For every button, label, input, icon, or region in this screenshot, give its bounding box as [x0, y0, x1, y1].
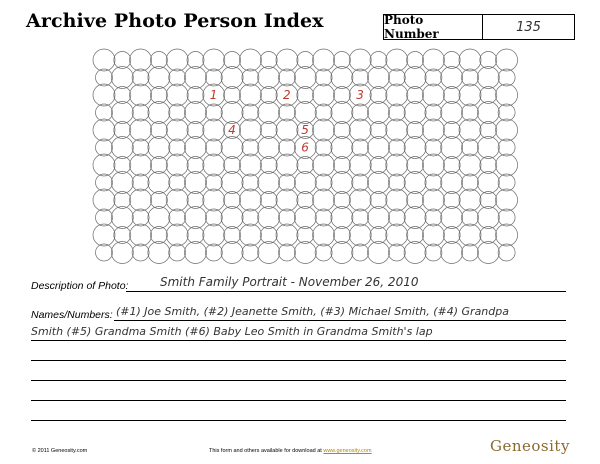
photo-position-circle[interactable] [313, 119, 335, 141]
photo-position-circle[interactable] [185, 242, 207, 264]
photo-position-circle[interactable] [205, 174, 222, 191]
photo-position-circle[interactable] [150, 87, 167, 104]
photo-position-circle[interactable] [422, 189, 444, 211]
copyright-text: © 2011 Geneosity.com [32, 448, 88, 454]
photo-position-circle[interactable] [221, 137, 243, 159]
photo-position-circle[interactable] [114, 52, 131, 69]
photo-position-circle[interactable] [441, 172, 463, 194]
photo-position-circle[interactable] [169, 139, 186, 156]
blank-rule-4 [31, 420, 566, 421]
photo-position-circle[interactable] [388, 69, 405, 86]
photo-position-circle[interactable] [477, 67, 499, 89]
photo-position-circle[interactable] [111, 172, 133, 194]
photo-position-circle[interactable] [148, 67, 170, 89]
photo-position-circle[interactable] [185, 67, 207, 89]
photo-position-circle[interactable] [276, 119, 298, 141]
photo-position-circle[interactable] [407, 227, 424, 244]
geneosity-link[interactable]: www.geneosity.com [323, 448, 372, 454]
photo-position-circle[interactable] [93, 189, 115, 211]
photo-position-circle[interactable] [279, 104, 296, 121]
photo-position-circle[interactable] [407, 192, 424, 209]
photo-position-circle[interactable] [498, 69, 515, 86]
photo-position-circle[interactable] [242, 139, 259, 156]
photo-position-circle[interactable] [114, 192, 131, 209]
photo-position-circle[interactable] [93, 154, 115, 176]
photo-position-circle[interactable] [93, 119, 115, 141]
photo-position-circle[interactable] [297, 87, 314, 104]
photo-position-circle[interactable] [331, 207, 353, 229]
photo-position-circle[interactable] [386, 154, 408, 176]
photo-position-circle[interactable] [443, 87, 460, 104]
photo-position-circle[interactable] [498, 244, 515, 261]
photo-position-circle[interactable] [386, 49, 408, 71]
photo-position-circle[interactable] [443, 122, 460, 139]
photo-position-circle[interactable] [279, 209, 296, 226]
photo-position-circle[interactable] [294, 102, 316, 124]
photo-position-circle[interactable] [297, 192, 314, 209]
photo-position-circle[interactable] [480, 52, 497, 69]
photo-position-circle[interactable] [150, 122, 167, 139]
photo-position-circle[interactable] [370, 227, 387, 244]
photo-position-circle[interactable] [480, 122, 497, 139]
photo-position-circle[interactable] [111, 242, 133, 264]
photo-position-circle[interactable] [386, 84, 408, 106]
names-label: Names/Numbers: [31, 309, 113, 321]
photo-position-circle[interactable] [203, 119, 225, 141]
photo-position-circle[interactable] [169, 174, 186, 191]
photo-position-circle[interactable] [407, 52, 424, 69]
photo-position-circle[interactable] [313, 224, 335, 246]
photo-position-circle[interactable] [130, 49, 152, 71]
photo-position-circle[interactable] [130, 119, 152, 141]
photo-position-circle[interactable] [130, 84, 152, 106]
photo-position-circle[interactable] [150, 157, 167, 174]
photo-position-circle[interactable] [313, 49, 335, 71]
photo-position-circle[interactable] [221, 67, 243, 89]
photo-position-circle[interactable] [224, 157, 241, 174]
photo-position-circle[interactable] [242, 244, 259, 261]
blank-rule-1 [31, 360, 566, 361]
photo-position-circle[interactable] [441, 207, 463, 229]
photo-position-circle[interactable] [388, 209, 405, 226]
photo-position-circle[interactable] [294, 67, 316, 89]
blank-rule-2 [31, 380, 566, 381]
photo-position-circle[interactable] [441, 102, 463, 124]
form-title: Archive Photo Person Index [26, 10, 324, 32]
photo-position-circle[interactable] [425, 174, 442, 191]
photo-position-circle[interactable] [297, 157, 314, 174]
photo-position-circle[interactable] [203, 154, 225, 176]
photo-position-circle[interactable] [187, 157, 204, 174]
photo-position-circle[interactable] [462, 69, 479, 86]
photo-position-circle[interactable] [477, 207, 499, 229]
photo-position-circle[interactable] [349, 154, 371, 176]
photo-position-circle[interactable] [166, 49, 188, 71]
photo-position-circle[interactable] [331, 172, 353, 194]
photo-position-circle[interactable] [205, 69, 222, 86]
download-text: This form and others available for download at [209, 448, 322, 454]
photo-position-circle[interactable] [496, 224, 518, 246]
photo-position-circle[interactable] [132, 139, 149, 156]
photo-position-circle[interactable] [477, 102, 499, 124]
photo-position-circle[interactable] [477, 137, 499, 159]
photo-position-circle[interactable] [260, 192, 277, 209]
person-marker-2: 2 [283, 88, 291, 102]
download-note [209, 448, 372, 454]
person-marker-3: 3 [356, 88, 364, 102]
photo-position-circle[interactable] [331, 242, 353, 264]
photo-position-circle[interactable] [169, 104, 186, 121]
photo-position-circle[interactable] [166, 189, 188, 211]
photo-position-circle[interactable] [279, 139, 296, 156]
photo-position-circle[interactable] [187, 87, 204, 104]
photo-position-circle[interactable] [111, 102, 133, 124]
photo-position-circle[interactable] [96, 174, 113, 191]
photo-position-circle[interactable] [96, 69, 113, 86]
photo-position-circle[interactable] [352, 174, 369, 191]
photo-position-circle[interactable] [422, 84, 444, 106]
photo-position-circle[interactable] [221, 102, 243, 124]
photo-position-circle[interactable] [187, 52, 204, 69]
photo-position-circle[interactable] [425, 69, 442, 86]
photo-position-circle[interactable] [480, 87, 497, 104]
photo-position-circle[interactable] [333, 157, 350, 174]
photo-position-circle[interactable] [242, 69, 259, 86]
photo-position-circle[interactable] [166, 119, 188, 141]
geneosity-logo: Geneosity [490, 437, 570, 455]
photo-position-circle[interactable] [297, 52, 314, 69]
photo-position-circle[interactable] [407, 157, 424, 174]
photo-position-circle[interactable] [496, 154, 518, 176]
photo-position-circle[interactable] [93, 224, 115, 246]
photo-position-circle[interactable] [203, 49, 225, 71]
photo-position-circle[interactable] [239, 84, 261, 106]
photo-position-circle[interactable] [425, 244, 442, 261]
photo-position-circle[interactable] [313, 154, 335, 176]
photo-position-circle[interactable] [239, 224, 261, 246]
photo-position-circle[interactable] [386, 189, 408, 211]
photo-position-circle[interactable] [370, 157, 387, 174]
photo-position-circle[interactable] [187, 227, 204, 244]
photo-position-circle[interactable] [224, 52, 241, 69]
photo-position-circle[interactable] [148, 172, 170, 194]
photo-position-circle[interactable] [422, 224, 444, 246]
photo-position-circle[interactable] [443, 157, 460, 174]
photo-position-circle[interactable] [333, 122, 350, 139]
photo-position-circle[interactable] [352, 139, 369, 156]
photo-position-circle[interactable] [205, 104, 222, 121]
photo-position-circle[interactable] [422, 119, 444, 141]
photo-position-circle[interactable] [425, 209, 442, 226]
photo-position-circle[interactable] [480, 227, 497, 244]
photo-position-circle[interactable] [459, 49, 481, 71]
photo-position-circle[interactable] [388, 104, 405, 121]
photo-position-circle[interactable] [370, 192, 387, 209]
photo-position-circle[interactable] [462, 174, 479, 191]
photo-position-circle[interactable] [166, 224, 188, 246]
photo-position-circle[interactable] [111, 67, 133, 89]
photo-position-circle[interactable] [404, 207, 426, 229]
photo-position-circle[interactable] [315, 139, 332, 156]
photo-position-circle[interactable] [150, 227, 167, 244]
photo-position-circle[interactable] [368, 207, 390, 229]
person-marker-5: 5 [301, 123, 309, 137]
photo-position-circle[interactable] [169, 69, 186, 86]
photo-position-circle[interactable] [352, 209, 369, 226]
person-marker-1: 1 [209, 88, 218, 102]
photo-position-circle[interactable] [315, 104, 332, 121]
photo-position-circle[interactable] [370, 87, 387, 104]
photo-position-circle[interactable] [498, 174, 515, 191]
photo-position-circle[interactable] [203, 224, 225, 246]
photo-position-circle[interactable] [185, 102, 207, 124]
photo-position-circle[interactable] [313, 189, 335, 211]
photo-position-circle[interactable] [477, 172, 499, 194]
photo-position-circle[interactable] [313, 84, 335, 106]
blank-rule-3 [31, 400, 566, 401]
photo-position-circle[interactable] [148, 137, 170, 159]
photo-position-circle[interactable] [205, 209, 222, 226]
photo-position-circle[interactable] [93, 84, 115, 106]
photo-position-circle[interactable] [462, 209, 479, 226]
photo-position-circle[interactable] [498, 139, 515, 156]
photo-number-value[interactable]: 135 [516, 19, 541, 35]
photo-position-circle[interactable] [242, 104, 259, 121]
photo-position-circle[interactable] [441, 242, 463, 264]
photo-position-circle[interactable] [331, 67, 353, 89]
photo-position-circle[interactable] [441, 137, 463, 159]
photo-position-circle[interactable] [130, 154, 152, 176]
photo-position-circle[interactable] [443, 227, 460, 244]
photo-position-circle[interactable] [294, 242, 316, 264]
photo-position-circle[interactable] [407, 87, 424, 104]
photo-position-circle[interactable] [224, 227, 241, 244]
photo-position-circle[interactable] [349, 189, 371, 211]
photo-position-circle[interactable] [185, 172, 207, 194]
photo-position-circle[interactable] [96, 104, 113, 121]
photo-position-circle[interactable] [132, 244, 149, 261]
photo-position-circle[interactable] [276, 154, 298, 176]
photo-position-circle[interactable] [498, 209, 515, 226]
photo-position-circle[interactable] [239, 119, 261, 141]
photo-position-circle[interactable] [498, 104, 515, 121]
photo-position-circle[interactable] [386, 224, 408, 246]
photo-position-circle[interactable] [260, 87, 277, 104]
photo-position-circle[interactable] [148, 242, 170, 264]
photo-position-circle[interactable] [425, 104, 442, 121]
photo-position-circle[interactable] [352, 244, 369, 261]
photo-position-circle[interactable] [425, 139, 442, 156]
photo-position-circle[interactable] [132, 104, 149, 121]
photo-position-circle[interactable] [386, 119, 408, 141]
photo-position-circle[interactable] [130, 189, 152, 211]
photo-position-circle[interactable] [459, 154, 481, 176]
photo-position-circle[interactable] [260, 227, 277, 244]
photo-position-circle[interactable] [258, 137, 280, 159]
photo-position-circle[interactable] [333, 192, 350, 209]
photo-position-circle[interactable] [260, 52, 277, 69]
photo-position-circle[interactable] [150, 192, 167, 209]
photo-position-circle[interactable] [294, 172, 316, 194]
photo-position-circle[interactable] [462, 139, 479, 156]
photo-position-circle[interactable] [276, 224, 298, 246]
photo-number-label: Photo Number [384, 15, 483, 39]
photo-position-circle[interactable] [368, 172, 390, 194]
photo-position-circle[interactable] [331, 137, 353, 159]
photo-position-circle[interactable] [279, 244, 296, 261]
photo-position-circle[interactable] [315, 174, 332, 191]
photo-position-circle[interactable] [315, 69, 332, 86]
photo-position-circle[interactable] [404, 67, 426, 89]
names-line-2[interactable]: Smith (#5) Grandma Smith (#6) Baby Leo Smith in Grandma Smith's lap [31, 325, 433, 338]
photo-position-circle[interactable] [388, 174, 405, 191]
photo-position-circle[interactable] [221, 242, 243, 264]
photo-position-circle[interactable] [242, 174, 259, 191]
person-marker-6: 6 [301, 140, 309, 155]
photo-position-circle[interactable] [422, 154, 444, 176]
photo-position-circle[interactable] [496, 189, 518, 211]
photo-position-circle[interactable] [169, 244, 186, 261]
photo-position-circle[interactable] [404, 137, 426, 159]
photo-position-circle[interactable] [258, 242, 280, 264]
photo-position-circle[interactable] [480, 192, 497, 209]
photo-position-circle[interactable] [150, 52, 167, 69]
photo-position-circle[interactable] [422, 49, 444, 71]
photo-position-circle[interactable] [96, 244, 113, 261]
photo-position-circle[interactable] [96, 139, 113, 156]
photo-position-circle[interactable] [368, 102, 390, 124]
photo-position-circle[interactable] [205, 244, 222, 261]
photo-position-circle[interactable] [333, 87, 350, 104]
description-line [126, 291, 566, 292]
photo-position-circle[interactable] [260, 157, 277, 174]
photo-position-circle[interactable] [297, 227, 314, 244]
photo-position-circle[interactable] [459, 224, 481, 246]
photo-position-circle[interactable] [187, 192, 204, 209]
photo-position-circle[interactable] [333, 227, 350, 244]
photo-position-circle[interactable] [111, 137, 133, 159]
photo-position-circle[interactable] [459, 84, 481, 106]
photo-position-circle[interactable] [239, 189, 261, 211]
photo-position-circle[interactable] [132, 209, 149, 226]
photo-position-circle[interactable] [331, 102, 353, 124]
photo-position-circle[interactable] [111, 207, 133, 229]
photo-position-circle[interactable] [114, 157, 131, 174]
photo-position-circle[interactable] [441, 67, 463, 89]
photo-position-circle[interactable] [368, 242, 390, 264]
photo-position-circle[interactable] [187, 122, 204, 139]
photo-position-circle[interactable] [349, 119, 371, 141]
photo-position-circle[interactable] [388, 139, 405, 156]
photo-position-circle[interactable] [404, 172, 426, 194]
photo-position-circle[interactable] [496, 49, 518, 71]
photo-position-circle[interactable] [459, 189, 481, 211]
photo-position-circle[interactable] [258, 67, 280, 89]
photo-position-circle[interactable] [258, 172, 280, 194]
photo-position-circle[interactable] [242, 209, 259, 226]
photo-position-circle[interactable] [315, 244, 332, 261]
description-value[interactable]: Smith Family Portrait - November 26, 2010 [160, 275, 419, 289]
photo-position-circle[interactable] [349, 49, 371, 71]
photo-position-circle[interactable] [462, 104, 479, 121]
photo-position-circle[interactable] [276, 49, 298, 71]
photo-position-circle[interactable] [279, 69, 296, 86]
names-line-1[interactable]: (#1) Joe Smith, (#2) Jeanette Smith, (#3) Michael Smith, (#4) Grandpa [116, 305, 509, 318]
photo-position-circle[interactable] [258, 207, 280, 229]
photo-position-circle[interactable] [185, 207, 207, 229]
photo-position-circle[interactable] [221, 172, 243, 194]
photo-position-circle[interactable] [443, 52, 460, 69]
photo-position-circle[interactable] [352, 104, 369, 121]
photo-position-circle[interactable] [404, 242, 426, 264]
names-rule-2 [31, 340, 566, 341]
photo-position-circle[interactable] [496, 119, 518, 141]
photo-position-circle[interactable] [388, 244, 405, 261]
photo-position-circle[interactable] [496, 84, 518, 106]
photo-position-circle[interactable] [480, 157, 497, 174]
photo-position-circle[interactable] [169, 209, 186, 226]
photo-position-circle[interactable] [315, 209, 332, 226]
photo-position-circle[interactable] [462, 244, 479, 261]
photo-position-circle[interactable] [443, 192, 460, 209]
photo-position-circle[interactable] [370, 122, 387, 139]
description-label: Description of Photo: [31, 280, 129, 292]
person-marker-4: 4 [228, 123, 236, 137]
photo-position-circle[interactable] [205, 139, 222, 156]
photo-position-circle[interactable] [132, 69, 149, 86]
photo-position-circle[interactable] [239, 154, 261, 176]
photo-position-circle[interactable] [96, 209, 113, 226]
photo-position-circle[interactable] [132, 174, 149, 191]
photo-position-circle[interactable] [114, 227, 131, 244]
photo-position-circle[interactable] [477, 242, 499, 264]
photo-position-circle[interactable] [148, 207, 170, 229]
photo-position-circle[interactable] [407, 122, 424, 139]
photo-position-circle[interactable] [352, 69, 369, 86]
photo-position-circle[interactable] [114, 87, 131, 104]
photo-position-circle[interactable] [224, 192, 241, 209]
photo-position-circle[interactable] [370, 52, 387, 69]
photo-position-circle[interactable] [404, 102, 426, 124]
photo-position-circle[interactable] [333, 52, 350, 69]
photo-position-circle[interactable] [148, 102, 170, 124]
photo-position-circle[interactable] [130, 224, 152, 246]
photo-position-circle[interactable] [166, 154, 188, 176]
photo-position-circle[interactable] [294, 207, 316, 229]
photo-position-circle[interactable] [279, 174, 296, 191]
photo-position-circle[interactable] [93, 49, 115, 71]
photo-position-circle[interactable] [239, 49, 261, 71]
photo-position-circle[interactable] [349, 224, 371, 246]
photo-position-circle[interactable] [203, 189, 225, 211]
photo-position-circle[interactable] [224, 87, 241, 104]
names-rule-1 [114, 320, 566, 321]
photo-position-circle[interactable] [368, 67, 390, 89]
photo-position-circle[interactable] [114, 122, 131, 139]
photo-position-circle[interactable] [258, 102, 280, 124]
photo-position-circle[interactable] [459, 119, 481, 141]
photo-position-circle[interactable] [276, 189, 298, 211]
photo-position-circle[interactable] [185, 137, 207, 159]
photo-position-circle[interactable] [221, 207, 243, 229]
photo-position-circle[interactable] [368, 137, 390, 159]
photo-position-circle[interactable] [260, 122, 277, 139]
photo-position-circle[interactable] [166, 84, 188, 106]
